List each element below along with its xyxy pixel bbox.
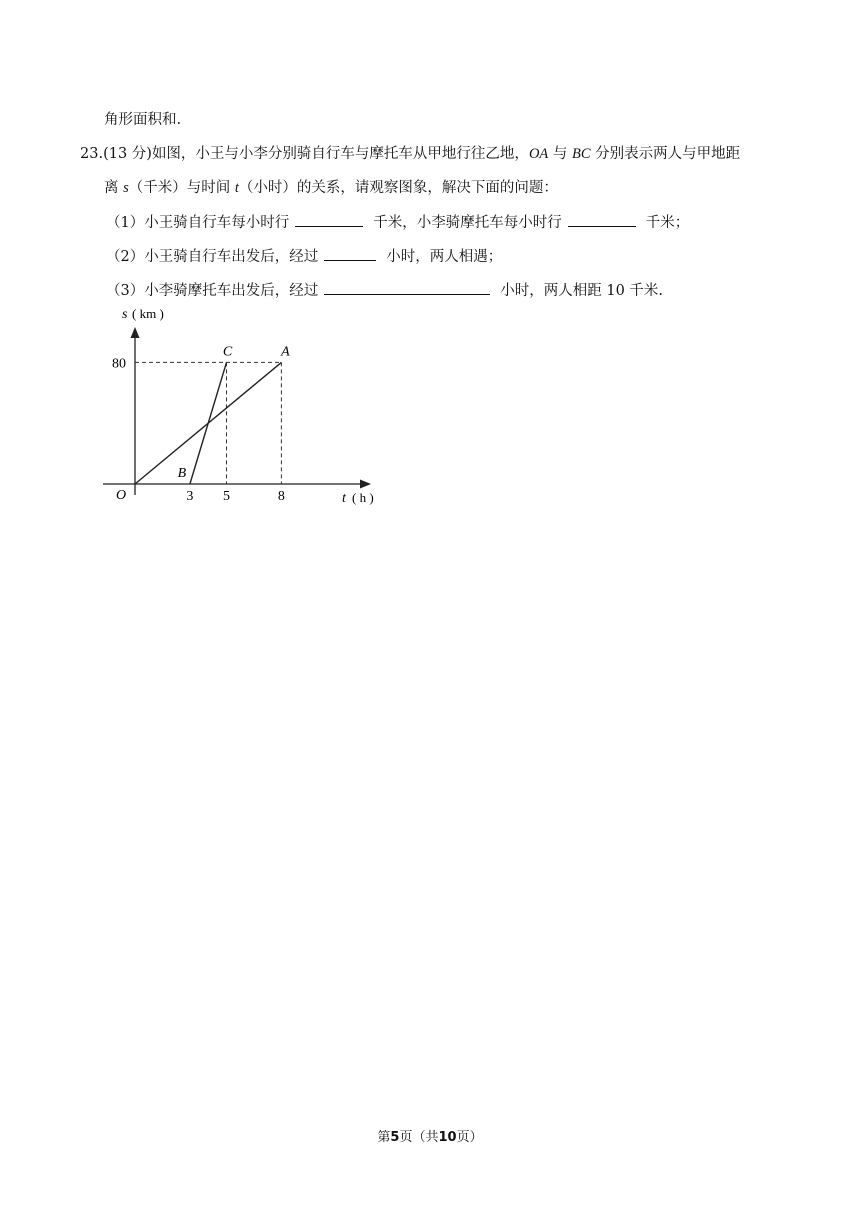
sub-question-3: （3）小李骑摩托车出发后，经过 小时，两人相距 10 千米. — [106, 280, 663, 301]
question-intro-line2: 离 s（千米）与时间 t（小时）的关系，请观察图象，解决下面的问题： — [104, 180, 558, 196]
x-tick-label-8: 8 — [277, 489, 285, 504]
question-intro: 如图，小王与小李分别骑自行车与摩托车从甲地行往乙地， — [151, 146, 529, 162]
y-axis-label-unit: ( km ) — [132, 306, 164, 321]
answer-blank-1b[interactable] — [568, 212, 636, 227]
var-s: s — [123, 180, 129, 196]
segment-oa: OA — [528, 146, 549, 162]
x-axis-label-unit: ( h ) — [352, 490, 374, 505]
point-label-c: C — [222, 344, 233, 360]
answer-blank-3[interactable] — [324, 280, 490, 295]
axes — [103, 327, 371, 495]
point-label-a: A — [281, 344, 290, 360]
segment-bc: BC — [572, 146, 591, 162]
answer-blank-2[interactable] — [324, 246, 376, 261]
x-axis-label-var: t — [342, 491, 346, 506]
point-label-b: B — [177, 466, 187, 481]
x-tick-label-5: 5 — [223, 489, 230, 504]
page-number: 5 — [390, 1130, 400, 1145]
page-footer: 第5页（共10页） — [377, 1130, 483, 1145]
y-tick-label-80: 80 — [112, 356, 126, 372]
series-lines — [135, 362, 281, 484]
sub-question-2: （2）小王骑自行车出发后，经过 小时，两人相遇； — [106, 246, 502, 267]
question-number: 23 — [80, 146, 99, 162]
series-line-bc — [190, 362, 227, 484]
distance-time-graph — [95, 305, 395, 515]
page-total: 10 — [438, 1130, 457, 1145]
answer-blank-1a[interactable] — [295, 212, 363, 227]
previous-question-tail — [104, 110, 181, 130]
graph-labels — [112, 306, 374, 506]
x-axis-arrow — [360, 480, 371, 489]
origin-label: O — [116, 488, 127, 503]
question-header: 23.(13 分)如图，小王与小李分别骑自行车与摩托车从甲地行往乙地，OA 与 BC 分别表示两人与甲地距 — [80, 146, 741, 162]
sub-question-1: （1）小王骑自行车每小时行 千米，小李骑摩托车每小时行 千米； — [106, 212, 689, 233]
question-score: (13 分) — [103, 146, 152, 162]
y-axis-label-var: s — [122, 307, 128, 322]
y-axis-arrow — [131, 327, 140, 338]
x-tick-label-3: 3 — [186, 489, 194, 504]
previous-text: 角形面积和. — [104, 112, 182, 128]
var-t: t — [234, 180, 239, 196]
